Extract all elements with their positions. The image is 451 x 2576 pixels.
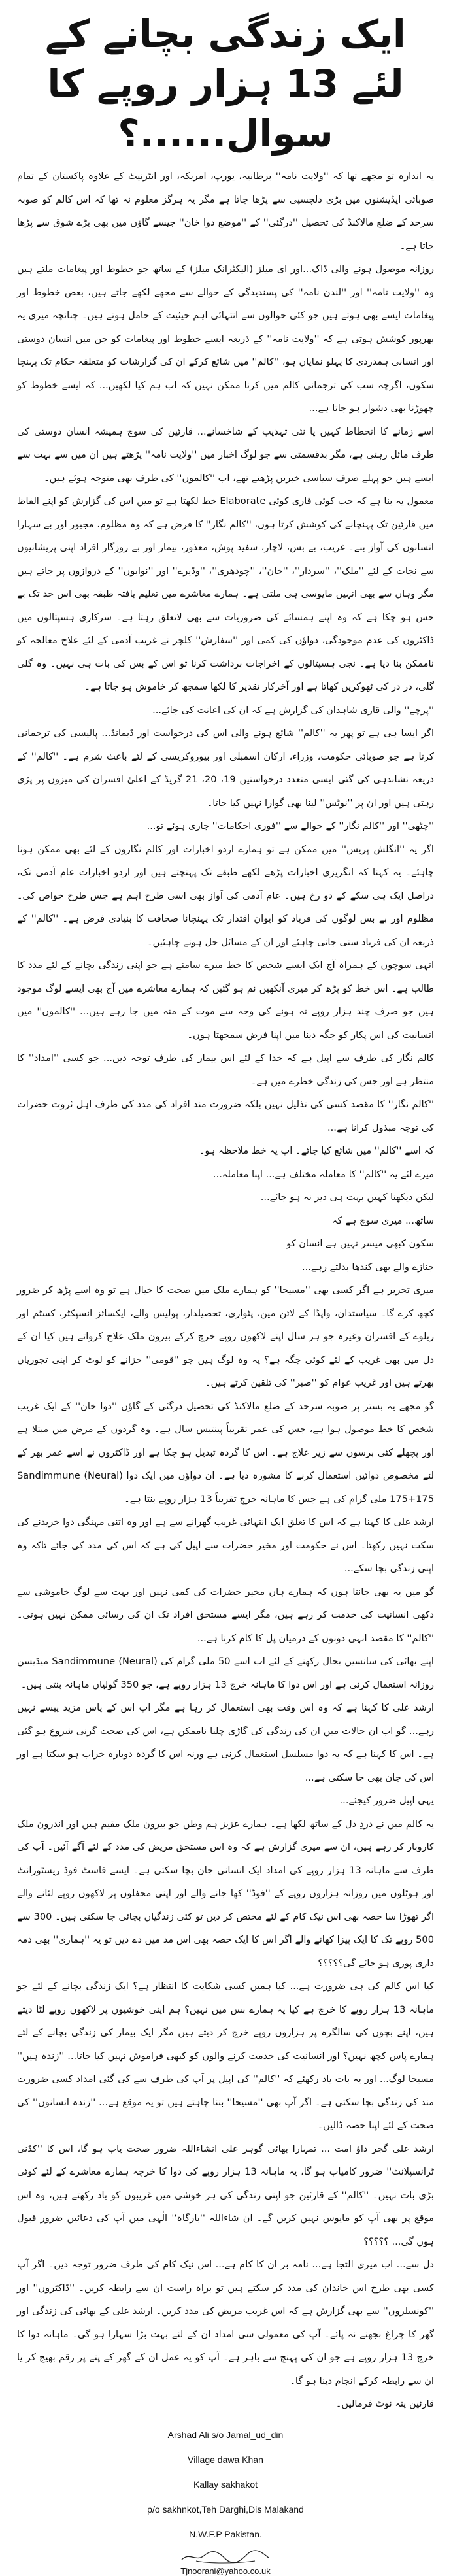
address-block xyxy=(17,2422,434,2547)
paragraph: کالم نگار کی طرف سے اپیل ہے کہ خدا کے لئے اس بیمار کی طرف توجہ دیں... جو کسی ''امداد'' کا منتظر ہے اور جس کی زندگی خطرے میں ہے۔ xyxy=(17,1052,434,1087)
article-body-continued xyxy=(17,1279,434,2416)
poem-line: جنازے والے بھی کندھا بدلتے رہے... xyxy=(301,1261,434,1273)
paragraph: دل سے... اب میری التجا ہے... نامہ بر ان کا کام ہے... اس نیک کام کی طرف ضرور توجہ دیں۔ اگر آپ کسی بھی طرح اس خاندان کی مدد کر سکتے ہیں تو براہ راست ان سے رابطہ کریں۔ ''ڈاکٹروں'' اور ''کونسلروں'' سے بھی گزارش ہے کہ اس غریب مریض کی مدد کریں۔ ارشد علی کے بھائی کی زندگی اور گھر کا چراغ بجھنے نہ پائے۔ آپ کی معمولی سی امداد ان کے لئے بہت بڑا سہارا ہو گی۔ ماہانہ دوا کا خرچ 13 ہزار روپے ہے جو ان کی پہنچ سے باہر ہے۔ آپ کو یہ عمل ان کے گھر کے پتے پر رقم بھیج کر یا ان سے رابطہ کرکے انجام دینا ہو گا۔ xyxy=(17,2259,434,2386)
paragraph: قارئین پتہ نوٹ فرمالیں۔ xyxy=(335,2398,434,2409)
paragraph: ارشد علی گجر داؤ امت ... تمہارا بھائی گوہر علی انشاءاللہ ضرور صحت یاب ہو گا، اس کا ''کڈنی ٹرانسپلانٹ'' ضرور کامیاب ہو گا، یہ ماہانہ 13 ہزار روپے کی دوا کا خرچہ ہمارے معاشرے کے لئے کوئی بڑی بات نہیں۔ ''کالم'' کے قارئین جو اپنی زندگی کی ہر خوشی میں غریبوں کو یاد رکھتے ہیں، وہ اس موقع پر بھی آپ کو مایوس نہیں کریں گے۔ ان شاءاللہ ''بارگاہ'' الٰہی میں آپ کی دعائیں ضرور قبول ہوں گی... ؟؟؟؟؟ xyxy=(17,2143,434,2247)
address-line: Kallay sakhakot xyxy=(193,2479,258,2490)
address-line: Arshad Ali s/o Jamal_ud_din xyxy=(167,2429,284,2440)
paragraph: گو مجھے یہ بستر پر صوبہ سرحد کے ضلع مالاکنڈ کی تحصیل درگئی کے گاؤں ''دوا خان'' کے ایک غریب شخص کا خط موصول ہوا ہے، جس کی عمر تقریباً پینتیس سال ہے۔ وہ گردوں کے مرض میں مبتلا ہے اور پچھلے کئی برسوں سے زیر علاج ہے۔ اس کا گردہ تبدیل ہو چکا ہے اور ڈاکٹروں نے اسے عمر بھر کے لئے مخصوص دوائیں استعمال کرنے کا مشورہ دیا ہے۔ ان دواؤں میں ایک دوا Sandimmune (Neural) 175+175 ملی گرام کی ہے جس کا ماہانہ خرچ تقریباً 13 ہزار روپے بنتا ہے۔ xyxy=(17,1400,434,1505)
paragraph: روزانہ موصول ہونے والی ڈاک...اور ای میلز (الیکٹرانک میلز) کے ساتھ جو خطوط اور پیغامات ملتے ہیں وہ ''ولایت نامہ'' اور ''لندن نامہ'' کی پسندیدگی کے حوالے سے مجھے لکھے جاتے ہیں، بعض خطوط اور پیغامات ایسے بھی ہوتے ہیں جو کئی حوالوں سے انتہائی اہم حیثیت کے حامل ہوتے ہیں۔ چنانچہ میری یہ بھرپور کوشش ہوتی ہے کہ ''ولایت نامہ'' کے ذریعہ ایسے خطوط اور پیغامات کو جن میں انسان دوستی اور انسانی ہمدردی کا پہلو نمایاں ہو، ''کالم'' میں شائع کرکے ان کی گزارشات کو متعلقہ حکام تک پہنچا سکوں، اگرچہ سب کی ترجمانی کالم میں کرنا ممکن نہیں کہ اب ہم کیا لکھیں... کہ ایسے خطوط کو چھوڑنا بھی دشوار ہو جاتا ہے... xyxy=(17,263,434,414)
author-email: Tjnoorani@yahoo.co.uk xyxy=(180,2566,271,2576)
author-signature xyxy=(176,2548,275,2565)
paragraph: ''کالم نگار'' کا مقصد کسی کی تذلیل نہیں بلکہ ضرورت مند افراد کی مدد کی طرف اہل ثروت حضرات کی توجہ مبذول کرانا ہے... xyxy=(17,1099,434,1133)
paragraph: میری تحریر ہے اگر کسی بھی ''مسیحا'' کو ہمارے ملک میں صحت کا خیال ہے تو وہ اسے پڑھ کر ضرور کچھ کرے گا۔ سیاستدان، واپڈا کے لائن مین، پٹواری، تحصیلدار، پولیس والے، ایکسائز انسپکٹر، کسٹم اور ریلوے کے افسران وغیرہ جو ہر سال اپنے لاکھوں روپے خرچ کرکے بیرون ملک علاج کرواتے ہیں کیا ان کے دل میں بھی غریب کے لئے کوئی جگہ ہے؟ یہ وہ لوگ ہیں جو ''قومی'' خزانے کو لوٹ کر اپنی تجوریاں بھرتے ہیں اور غریب عوام کو ''صبر'' کی تلقین کرتے ہیں۔ xyxy=(17,1284,434,1388)
address-line: N.W.F.P Pakistan. xyxy=(189,2528,262,2539)
poem-line: ساتھ... میری سوچ ہے کہ xyxy=(332,1214,434,1226)
paragraph: یہ اندازہ تو مجھے تھا کہ ''ولایت نامہ'' برطانیہ، یورپ، امریکہ، اور انٹرنیٹ کے علاوہ پاکستان کے تمام صوبائی ایڈیشنوں میں بڑی دلچسپی سے پڑھا جاتا ہے مگر یہ ہرگز معلوم نہ تھا کہ اس کالم کو صوبہ سرحد کے ضلع مالاکنڈ کی تحصیل ''درگئی'' کے ''موضع دوا خان'' جیسے گاؤں میں بھی بڑے شوق سے پڑھا جاتا ہے۔ xyxy=(17,171,434,252)
short-line: لیکن دیکھنا کہیں بہت ہی دیر نہ ہو جائے... xyxy=(260,1192,434,1203)
paragraph: یہ کالم میں نے دردِ دل کے ساتھ لکھا ہے۔ ہمارے عزیز ہم وطن جو بیرون ملک مقیم ہیں اور اندرون ملک کاروبار کر رہے ہیں، ان سے میری گزارش ہے کہ وہ اس مستحق مریض کی مدد کے لئے آگے آئیں۔ آپ کی طرف سے ماہانہ 13 ہزار روپے کی امداد ایک انسانی جان بچا سکتی ہے۔ ایسے فاسٹ فوڈ ریسٹورانٹ اور ہوٹلوں میں روزانہ ہزاروں روپے کے ''فوڈ'' کھا جانے والے اور اپنی محفلوں پر لاکھوں روپے لٹانے والے اگر تھوڑا سا حصہ بھی اس نیک کام کے لئے مختص کر دیں تو کئی زندگیاں بچائی جا سکتی ہیں۔ 300 سے 500 روپے تک کا ایک پیزا کھانے والے اگر اس کا ایک حصہ بھی اس مد میں دے دیں تو یہ ''ہماری'' بھی ذمہ داری پوری ہو جائے گی؟؟؟؟؟ xyxy=(17,1818,434,1969)
paragraph: ''چٹھی'' اور ''کالم نگار'' کے حوالے سے ''فوری احکامات'' جاری ہوئے تو... xyxy=(146,820,434,831)
paragraph: اگر یہ ''انگلش پریس'' میں ممکن ہے تو ہمارے اردو اخبارات اور کالم نگاروں کے لئے بھی ممکن ہونا چاہئے۔ یہ کہنا کہ انگریزی اخبارات پڑھے لکھے طبقے تک پہنچتے ہیں اور اردو اخبارات عام آدمی تک، دراصل ایک ہی سکے کے دو رخ ہیں۔ عام آدمی کی آواز بھی اسی طرح اہم ہے جس طرح خواص کی۔ مظلوم اور بے بس لوگوں کی فریاد کو ایوان اقتدار تک پہنچانا صحافت کا بنیادی فرض ہے۔ ''کالم'' کے ذریعہ ان کی فریاد سنی جانی چاہئے اور ان کے مسائل حل ہونے چاہئیں۔ xyxy=(17,843,434,948)
address-line: p/o sakhnkot,Teh Darghi,Dis Malakand xyxy=(147,2503,304,2515)
paragraph: معمول یہ بنا ہے کہ جب کوئی قاری کوئی Elaborate خط لکھتا ہے تو میں اس کی گزارش کو اپنے الفاظ میں قارئین تک پہنچانے کی کوشش کرتا ہوں، ''کالم نگار'' کا فرض ہے کہ وہ مظلوم، مجبور اور بے سہارا انسانوں کی آواز بنے۔ غریب، بے بس، لاچار، سفید پوش، معذور، بیمار اور بے روزگار افراد اپنی پریشانیوں سے نجات کے لئے ''ملک''، ''سردار''، ''خان''، ''چودھری''، ''وڈیرے'' اور ''نوابوں'' کے دروازوں پر جاتے ہیں مگر وہاں سے بھی انہیں مایوسی ہی ملتی ہے۔ ہمارے معاشرے میں تعلیم یافتہ طبقہ بھی اس حد تک بے حس ہو چکا ہے کہ وہ اپنے ہمسائے کی ضروریات سے بھی لاتعلق رہتا ہے۔ سرکاری ہسپتالوں میں ڈاکٹروں کی عدم موجودگی، دواؤں کی کمی اور ''سفارش'' کلچر نے غریب آدمی کے لئے علاج معالجہ کو ناممکن بنا دیا ہے۔ نجی ہسپتالوں کے اخراجات برداشت کرنا تو اس کے بس کی بات ہی نہیں۔ وہ گلی گلی، در در کی ٹھوکریں کھاتا ہے اور آخرکار تقدیر کا لکھا سمجھ کر خاموش ہو جاتا ہے۔ xyxy=(17,495,434,692)
paragraph: کہ اسے ''کالم'' میں شائع کیا جائے۔ اب یہ خط ملاحظہ ہو۔ xyxy=(199,1145,434,1156)
paragraph: کیا اس کالم کی ہی ضرورت ہے... کیا ہمیں کسی شکایت کا انتظار ہے؟ ایک زندگی بچانے کے لئے جو ماہانہ 13 ہزار روپے کا خرچ ہے کیا یہ ہمارے بس میں نہیں؟ ہم اپنی خوشیوں پر لاکھوں روپے لٹا دیتے ہیں، اپنے بچوں کی سالگرہ پر ہزاروں روپے خرچ کر دیتے ہیں مگر ایک بیمار کی زندگی بچانے کے لئے ہمارے پاس کچھ نہیں؟ اور انسانیت کی خدمت کرنے والوں کو کبھی فراموش نہیں کیا جاتا... ''زندہ ہیں'' مسیحا لوگ... اور یہ بات یاد رکھئے کہ ''کالم'' کی اپیل پر آپ کی طرف سے کی گئی امداد کسی ضرورت مند کی زندگی بچا سکتی ہے۔ اگر آپ بھی ''مسیحا'' بننا چاہتے ہیں تو یہ موقع ہے... ''زندہ انسانوں'' کی صحت کے لئے اپنا حصہ ڈالیں۔ xyxy=(17,1981,435,2131)
address-line: Village dawa Khan xyxy=(188,2454,263,2465)
short-line: میرے لئے یہ ''کالم'' کا معاملہ مختلف ہے... اپنا معاملہ... xyxy=(212,1168,434,1180)
paragraph: گو میں یہ بھی جانتا ہوں کہ ہمارے ہاں مخیر حضرات کی کمی نہیں اور بہت سے لوگ خاموشی سے دکھی انسانیت کی خدمت کر رہے ہیں، مگر ایسے مستحق افراد تک ان کی رسائی ممکن نہیں ہوتی۔ ''کالم'' کا مقصد انہی دونوں کے درمیان پل کا کام کرنا ہے... xyxy=(17,1586,434,1644)
poem-line: سکون کبھی میسر نہیں ہے انسان کو xyxy=(286,1238,434,1249)
paragraph: یہی اپیل ضرور کیجئے... xyxy=(339,1795,434,1806)
paragraph: اگر ایسا ہی ہے تو پھر یہ ''کالم'' شائع ہونے والی اس کی درخواست اور ڈیمانڈ... پالیسی کی ترجمانی کرتا ہے جو صوبائی حکومت، وزراء، ارکان اسمبلی اور بیوروکریسی کے لئے باعث شرم ہے۔ ''کالم'' کے ذریعہ نشاندہی کی گئی ایسی متعدد درخواستیں 19، 20، 21 گریڈ کے اعلیٰ افسران کی میزوں پر پڑی رہتی ہیں اور ان پر ''نوٹس'' لینا بھی گوارا نہیں کیا جاتا۔ xyxy=(17,728,434,809)
article-body xyxy=(17,165,434,1163)
article-headline: ایک زندگی بچانے کے لئے 13 ہزار روپے کا سوال......؟ xyxy=(45,12,406,156)
paragraph: اپنے بھائی کی سانسیں بحال رکھنے کے لئے اب اسے 50 ملی گرام کی Sandimmune (Neural) میڈیسن روزانہ استعمال کرنی ہے اور اس دوا کا ماہانہ خرچ 13 ہزار روپے ہے، جو 350 گولیاں ماہانہ بنتی ہیں۔ xyxy=(17,1656,434,1690)
paragraph: انہی سوچوں کے ہمراہ آج ایک ایسے شخص کا خط میرے سامنے ہے جو اپنی زندگی بچانے کے لئے مدد کا طالب ہے۔ اس خط کو پڑھ کر میری آنکھیں نم ہو گئیں کہ ہمارے معاشرے میں آج بھی ایسے لوگ موجود ہیں جو صرف چند ہزار روپے نہ ہونے کی وجہ سے موت کے منہ میں جا رہے ہیں... ''کالموں'' میں انسانیت کی اس پکار کو جگہ دینا میں اپنا فرض سمجھتا ہوں۔ xyxy=(17,960,434,1041)
paragraph: ارشد علی کا کہنا ہے کہ اس کا تعلق ایک انتہائی غریب گھرانے سے ہے اور وہ اتنی مہنگی دوا خریدنے کی سکت نہیں رکھتا۔ اس نے حکومت اور مخیر حضرات سے اپیل کی ہے کہ اس کی مدد کی جائے تاکہ وہ اپنی زندگی بچا سکے... xyxy=(17,1516,434,1574)
paragraph: ''پرچے'' والی قاری شاہدان کی گزارش ہے کہ ان کی اعانت کی جائے... xyxy=(152,704,434,716)
paragraph: ارشد علی کا کہنا ہے کہ وہ اس وقت بھی استعمال کر رہا ہے مگر اب اس کے پاس مزید پیسے نہیں رہے... گو اب ان حالات میں ان کی زندگی کی گاڑی چلنا ناممکن ہے، اس کی صحت گرنی شروع ہو گئی ہے۔ اس کا کہنا ہے کہ یہ دوا مسلسل استعمال کرنی ہے ورنہ اس کا گردہ دوبارہ خراب ہو سکتا ہے اور اس کی جان بھی جا سکتی ہے... xyxy=(17,1702,434,1783)
paragraph: اسے زمانے کا انحطاط کہیں یا نئی تہذیب کے شاخسانے... قارئین کی سوچ ہمیشہ انسان دوستی کی طرف مائل رہتی ہے، مگر بدقسمتی سے جو لوگ اخبار میں ''ولایت نامہ'' پڑھتے ہیں ان میں سے بہت سے ایسے ہیں جو پہلے صرف سیاسی خبریں پڑھتے تھے، اب ''کالموں'' کی طرف بھی متوجہ ہوئے ہیں۔ xyxy=(17,426,434,484)
